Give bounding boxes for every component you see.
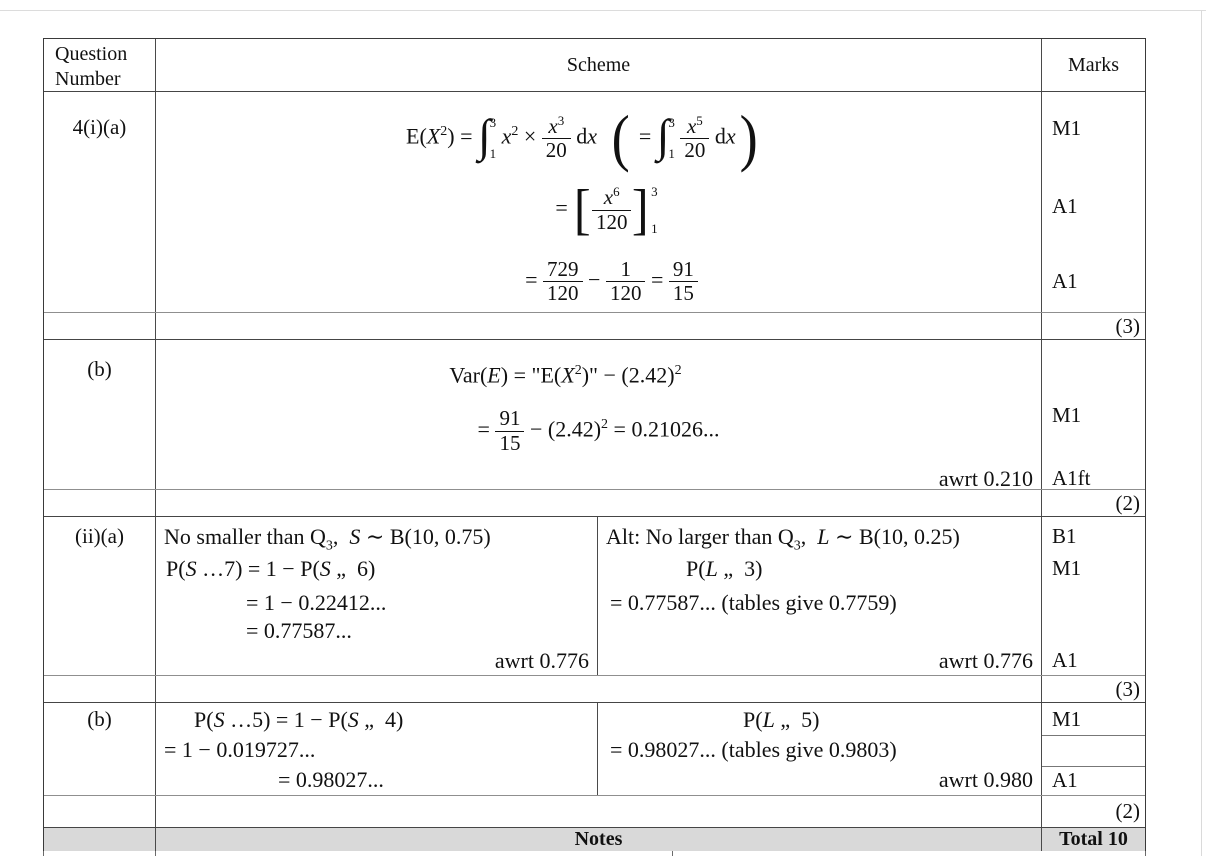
row-4b-marks-cell	[1041, 340, 1145, 489]
subtotal-3: (3)	[1115, 676, 1140, 701]
eq-text: „ 4)	[358, 707, 404, 732]
awrt-0-776: awrt 0.776	[494, 648, 589, 673]
row-4ia-question-cell	[44, 92, 156, 312]
eq-sup: 2	[574, 363, 582, 378]
question-number-4ia: 4(i)(a)	[72, 115, 127, 139]
eq-text: „ 6)	[330, 556, 376, 581]
eq-sup: 2	[601, 417, 609, 432]
eq-var: x	[725, 123, 736, 149]
row-4iib-question-cell	[44, 703, 156, 795]
row-4iia-marks-cell	[1041, 517, 1145, 675]
total-10-label: Total 10	[1059, 828, 1128, 850]
row-4iib-main-method	[156, 703, 598, 795]
integral-lower-limit: 1	[489, 146, 497, 162]
eq-num: 91	[499, 406, 521, 431]
eq-var: S	[319, 556, 331, 581]
row-4iib-marks-cell	[1041, 703, 1145, 795]
eq-sup: 2	[511, 124, 519, 139]
eq-sup: 3	[557, 112, 565, 128]
mark-a1: A1	[1052, 269, 1078, 293]
column-border-stub	[672, 851, 673, 856]
total-row-scheme-cell	[156, 490, 1041, 516]
equation-variance-def	[123, 357, 1008, 388]
table-edge-stub	[1145, 851, 1146, 856]
eq-sup: 2	[440, 124, 448, 139]
eq-text: ∼ B(10, 0.75)	[360, 524, 491, 549]
prob-s-line	[156, 555, 597, 582]
mark-b1: B1	[1052, 524, 1077, 548]
table-header-row	[44, 39, 1145, 92]
mark-m1: M1	[1052, 403, 1082, 427]
calc-line-2: = 0.77587...	[246, 618, 352, 643]
total-row-4ia	[44, 313, 1145, 340]
notes-label: Notes	[574, 828, 623, 850]
question-number-4iib: (b)	[87, 707, 112, 731]
mark-a1: A1	[1052, 648, 1078, 672]
eq-num: 1	[620, 256, 631, 281]
eq-text: E(	[406, 123, 427, 149]
eq-den: 15	[495, 431, 524, 456]
eq-text: ,	[332, 524, 350, 549]
eq-text: − (2.42)	[524, 416, 602, 442]
eq-var: X	[561, 362, 575, 388]
total-row-question-cell	[44, 490, 156, 516]
question-number-4iia: (ii)(a)	[75, 524, 124, 548]
page-right-rule	[1201, 10, 1202, 856]
row-4iia-scheme-cell	[156, 517, 1041, 675]
eq-text: ∼ B(10, 0.25)	[829, 524, 960, 549]
mark-m1: M1	[1042, 703, 1145, 736]
eq-text: d	[709, 123, 726, 149]
bracket-upper-limit: 3	[651, 183, 658, 199]
eq-var: x	[548, 113, 558, 138]
eq-text: Alt: No larger than Q	[606, 524, 794, 549]
eq-den: 120	[543, 281, 583, 306]
fraction-x5-20	[680, 114, 709, 163]
eq-text: −	[582, 267, 606, 292]
eq-text: P(	[743, 707, 763, 732]
header-question-number-cell	[44, 39, 156, 91]
equation-ex2-integral: $E(X^2)$ = ∫ 3 1 $x^2$ × $\frac{x^3}{20}$ dx ( = ∫ 3 1 $\frac{x^5}{20}$ dx)	[406, 102, 758, 174]
prob-l-line	[598, 706, 1041, 733]
eq-var: S	[349, 524, 361, 549]
eq-var: S	[213, 707, 225, 732]
equation-variance-value	[156, 397, 1041, 453]
integral	[477, 110, 497, 162]
row-4ia-marks-cell	[1041, 92, 1145, 312]
total-row-4iia	[44, 676, 1145, 703]
notes-total-row	[44, 828, 1145, 851]
eq-text: „ 3)	[717, 556, 763, 581]
subtotal-2: (2)	[1115, 490, 1140, 515]
eq-text: …5) = 1 − P(	[224, 707, 348, 732]
page-top-rule	[0, 10, 1206, 11]
eq-var: E	[487, 362, 501, 388]
eq-var: x	[587, 123, 598, 149]
eq-var: x	[603, 185, 614, 210]
eq-text: ×	[518, 123, 542, 149]
eq-sup: 5	[696, 112, 703, 128]
calc-line-tables: = 0.98027... (tables give 0.9803)	[610, 737, 897, 762]
statement-l-binomial	[598, 523, 1041, 559]
fraction-729-120	[543, 258, 583, 306]
mark-m1: M1	[1052, 116, 1082, 140]
row-4iia-main-method	[156, 517, 598, 675]
awrt-0-980: awrt 0.980	[938, 767, 1033, 792]
row-4iia-alt-method	[598, 517, 1041, 675]
header-marks-label: Marks	[1067, 53, 1120, 76]
integral-sign: ∫	[477, 110, 491, 162]
header-scheme-cell	[156, 39, 1041, 91]
awrt-0-210: awrt 0.210	[938, 466, 1033, 491]
total-row-marks-cell	[1041, 796, 1145, 827]
total-row-question-cell	[44, 313, 156, 339]
eq-text: =	[555, 195, 574, 220]
mark-a1: A1	[1052, 194, 1078, 218]
eq-var: L	[817, 524, 830, 549]
calc-line-tables: = 0.77587... (tables give 0.7759)	[610, 590, 897, 615]
eq-num: 91	[672, 256, 694, 281]
eq-text: = 0.21026...	[608, 416, 720, 442]
integral-sign: ∫	[656, 110, 670, 162]
awrt-0-776-alt: awrt 0.776	[938, 648, 1033, 673]
prob-s-line	[156, 706, 597, 733]
total-row-question-cell	[44, 676, 156, 702]
eq-text: d	[570, 123, 588, 149]
subtotal-3: (3)	[1115, 313, 1140, 338]
eq-sup: 6	[613, 184, 620, 200]
total-row-marks-cell	[1041, 490, 1145, 516]
total-row-marks-cell	[1041, 676, 1145, 702]
total-row-scheme-cell	[156, 796, 1041, 827]
integral-upper-limit: 3	[489, 115, 497, 131]
mark-a1: A1	[1052, 768, 1078, 792]
fraction-x6-120	[592, 185, 632, 234]
eq-sub: 3	[793, 538, 801, 554]
row-4iib-alt-method	[598, 703, 1041, 795]
header-question-line1: Question	[55, 43, 128, 65]
equation-result-91-15	[169, 252, 1054, 308]
fraction-1-120	[606, 258, 646, 306]
eq-text: Var(	[449, 362, 488, 388]
notes-cell	[156, 828, 1041, 851]
header-question-line2: Number	[55, 68, 121, 90]
eq-text: „ 5)	[774, 707, 820, 732]
total-row-marks-cell	[1041, 313, 1145, 339]
eq-text: =	[477, 416, 496, 442]
question-number-4b: (b)	[87, 357, 112, 381]
eq-text: P(	[686, 556, 706, 581]
header-marks-cell	[1041, 39, 1145, 91]
eq-text: ) = "E(	[500, 362, 562, 388]
row-4iia	[44, 517, 1145, 676]
total-cell	[1041, 828, 1145, 851]
fraction-91-15	[495, 407, 524, 455]
column-border-stub	[155, 851, 156, 856]
subtotal-2: (2)	[1115, 799, 1140, 823]
total-row-scheme-cell	[156, 676, 1041, 702]
eq-text: =	[525, 267, 544, 292]
eq-text: ,	[800, 524, 818, 549]
eq-sub: 3	[325, 538, 333, 554]
eq-text: …7) = 1 − P(	[196, 556, 320, 581]
header-scheme-label: Scheme	[566, 53, 631, 76]
eq-num: 729	[547, 256, 579, 281]
mark-m1: M1	[1052, 556, 1082, 580]
total-row-question-cell	[44, 796, 156, 827]
eq-var: x	[686, 113, 697, 138]
eq-var: X	[426, 123, 441, 149]
eq-text: No smaller than Q	[164, 524, 326, 549]
eq-text: =	[633, 123, 657, 149]
eq-var: S	[347, 707, 359, 732]
row-4ia-scheme-cell	[156, 92, 1041, 312]
statement-s-binomial	[156, 523, 597, 559]
notes-question-cell	[44, 828, 156, 851]
fraction-91-15	[669, 258, 698, 306]
integral	[656, 110, 675, 162]
eq-var: S	[185, 556, 197, 581]
eq-den: 20	[542, 138, 571, 163]
calc-line-1: = 1 − 0.019727...	[164, 737, 316, 762]
eq-var: L	[705, 556, 718, 581]
total-row-4iib	[44, 796, 1145, 828]
row-4iib	[44, 703, 1145, 796]
integral-upper-limit: 3	[668, 115, 675, 131]
calc-line-2: = 0.98027...	[278, 767, 384, 792]
eq-den: 120	[606, 281, 646, 306]
eq-sup: 2	[674, 363, 682, 378]
eq-den: 120	[592, 210, 632, 235]
row-4iib-scheme-cell	[156, 703, 1041, 795]
table-edge-stub	[43, 851, 44, 856]
eq-text: ) =	[447, 123, 478, 149]
calc-line-1: = 1 − 0.22412...	[246, 590, 387, 615]
eq-den: 15	[669, 281, 698, 306]
eq-text: P(	[166, 556, 186, 581]
mark-a1ft: A1ft	[1052, 466, 1091, 490]
fraction-x3-20	[542, 114, 571, 163]
mark-empty-subrow	[1042, 736, 1145, 767]
eq-text: P(	[194, 707, 214, 732]
prob-l-line	[598, 555, 1041, 582]
row-4b	[44, 340, 1145, 490]
total-row-scheme-cell	[156, 313, 1041, 339]
eq-var: x	[501, 123, 512, 149]
eq-text: =	[645, 267, 669, 292]
total-row-4b	[44, 490, 1145, 517]
eq-text: )" − (2.42)	[581, 362, 675, 388]
integral-lower-limit: 1	[668, 146, 675, 162]
mark-scheme-table	[43, 38, 1146, 851]
bracket-lower-limit: 1	[651, 220, 658, 236]
row-4iia-question-cell	[44, 517, 156, 675]
equation-antiderivative: = [ $\frac{x^6}{120}$ ] 3 1	[555, 178, 658, 241]
eq-den: 20	[680, 138, 709, 163]
eq-var: L	[762, 707, 775, 732]
bracket-limits	[651, 182, 658, 238]
row-4b-scheme-cell	[156, 340, 1041, 489]
row-4ia	[44, 92, 1145, 313]
